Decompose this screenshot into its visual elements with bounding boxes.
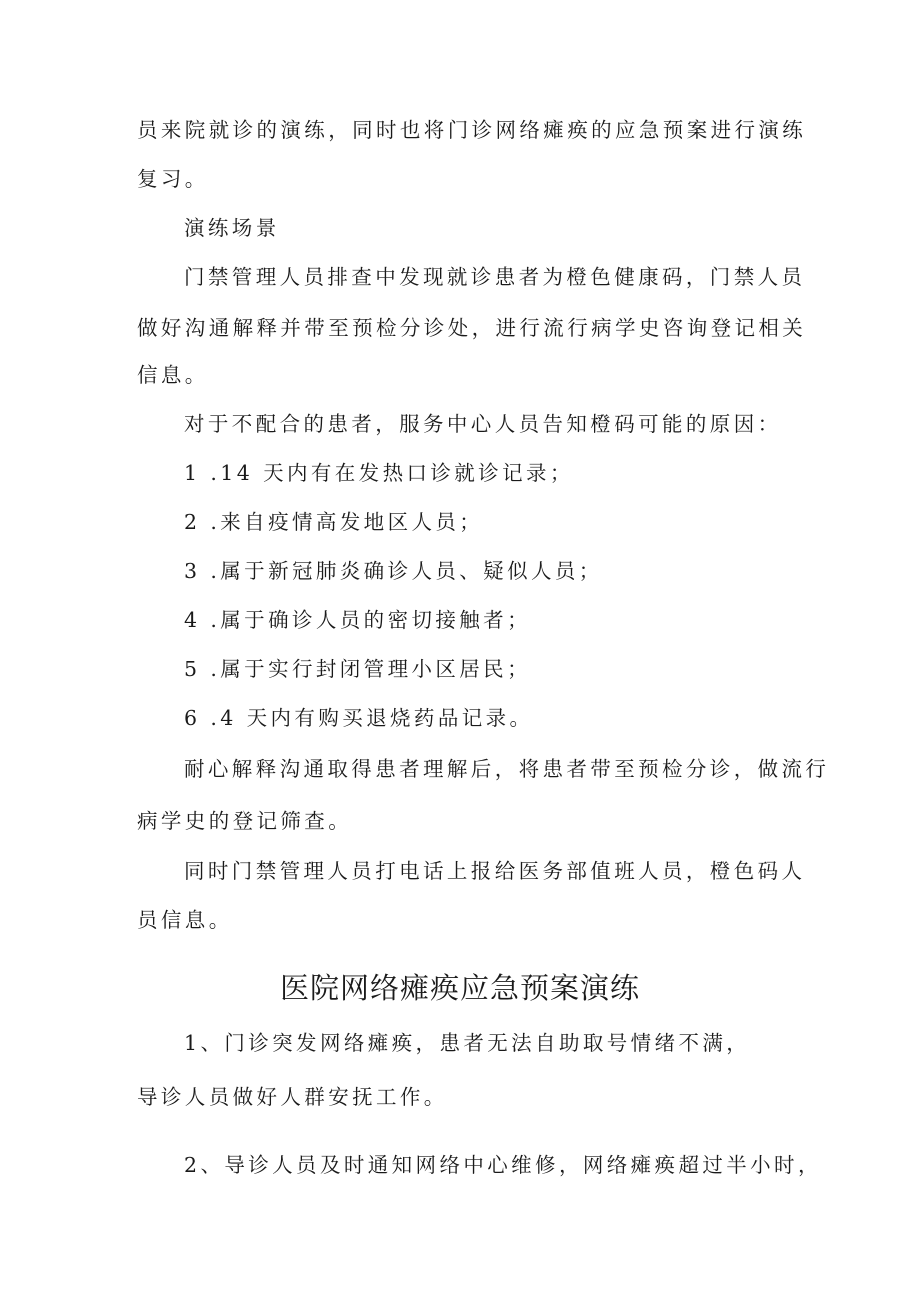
paragraph-line: 信息。 (137, 363, 209, 387)
paragraph-line: 员信息。 (137, 908, 233, 932)
subheading: 演练场景 (184, 216, 280, 240)
paragraph-line: 耐心解释沟通取得患者理解后，将患者带至预检分诊，做流行 (184, 757, 830, 781)
paragraph-line: 2、导诊人员及时通知网络中心维修，网络瘫痪超过半小时， (184, 1153, 822, 1177)
paragraph-line: 同时门禁管理人员打电话上报给医务部值班人员，橙色码人 (184, 859, 806, 883)
paragraph-line: 员来院就诊的演练，同时也将门诊网络瘫痪的应急预案进行演练 (137, 118, 807, 142)
paragraph-line: 做好沟通解释并带至预检分诊处，进行流行病学史咨询登记相关 (137, 316, 807, 340)
paragraph-line: 复习。 (137, 167, 209, 191)
list-item: 6 .4 天内有购买退烧药品记录。 (184, 706, 534, 730)
list-item: 2 .来自疫情高发地区人员； (184, 510, 484, 534)
paragraph-line: 病学史的登记筛查。 (137, 809, 353, 833)
paragraph-line: 门禁管理人员排查中发现就诊患者为橙色健康码，门禁人员 (184, 265, 806, 289)
paragraph-line: 1、门诊突发网络瘫痪，患者无法自助取号情绪不满， (184, 1031, 751, 1055)
list-item: 5 .属于实行封闭管理小区居民； (184, 657, 531, 681)
list-item: 3 .属于新冠肺炎确诊人员、疑似人员； (184, 559, 603, 583)
list-item: 1 .14 天内有在发热口诊就诊记录； (184, 461, 574, 485)
section-title: 医院网络瘫痪应急预案演练 (279, 971, 640, 1005)
paragraph-line: 对于不配合的患者，服务中心人员告知橙码可能的原因： (184, 412, 782, 436)
list-item: 4 .属于确诊人员的密切接触者； (184, 608, 531, 632)
paragraph-line: 导诊人员做好人群安抚工作。 (137, 1085, 448, 1109)
